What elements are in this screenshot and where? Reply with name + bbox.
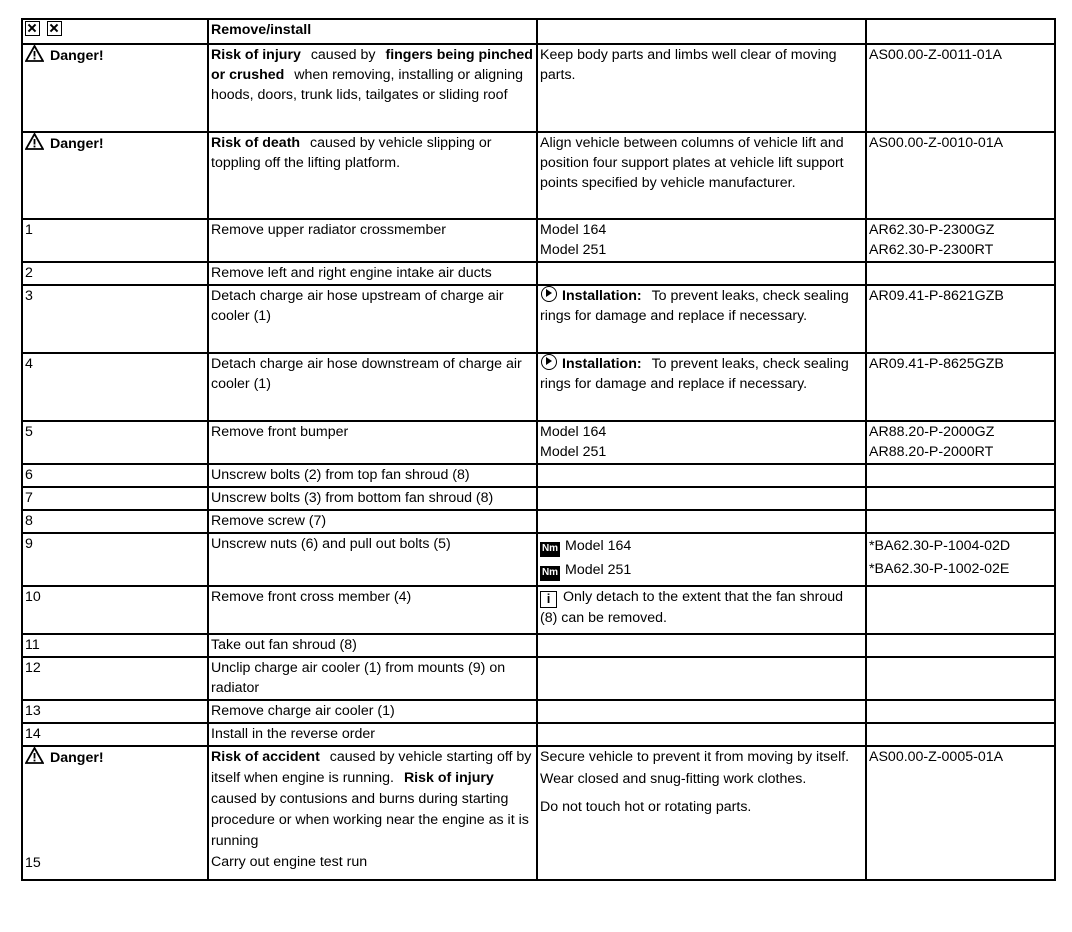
step-row-10: [22, 586, 1055, 634]
model-label: Model 164: [540, 424, 607, 440]
danger-text-cell: [208, 132, 537, 219]
step-text: Install in the reverse order: [208, 723, 537, 746]
step-note: [537, 421, 866, 464]
step-text: Remove left and right engine intake air ducts: [208, 262, 537, 285]
danger-label-cell: [22, 132, 208, 219]
step-text: Remove front cross member (4): [208, 586, 537, 634]
model-label: Model 251: [540, 444, 607, 460]
step-row-2: [22, 262, 1055, 285]
step-text: Unscrew nuts (6) and pull out bolts (5): [208, 533, 537, 586]
installation-icon: [541, 286, 557, 302]
step-row-9: [22, 533, 1055, 586]
step-row-14: [22, 723, 1055, 746]
step-text: Detach charge air hose downstream of charge air cooler (1): [208, 353, 537, 421]
step-ref: [866, 262, 1055, 285]
step-ref[interactable]: AR09.41-P-8621GZB: [866, 285, 1055, 353]
step-note: [537, 723, 866, 746]
model-label: Model 251: [540, 242, 607, 258]
step-note: [537, 464, 866, 487]
step-number: 6: [22, 464, 208, 487]
danger-label-cell: [22, 746, 208, 880]
step-row-3: [22, 285, 1055, 353]
danger-text: caused by vehicle slipping or toppling off the lifting platform.: [211, 135, 492, 171]
step-text: Detach charge air hose upstream of charge air cooler (1): [208, 285, 537, 353]
step-row-7: [22, 487, 1055, 510]
step-number: 11: [22, 634, 208, 657]
step-ref: [866, 700, 1055, 723]
step-number: 15: [25, 855, 41, 871]
danger-text-cell: [208, 44, 537, 132]
step-ref[interactable]: AR09.41-P-8625GZB: [866, 353, 1055, 421]
model-label: Model 164: [540, 222, 607, 238]
step-row-8: [22, 510, 1055, 533]
step-row-11: [22, 634, 1055, 657]
step-number: 7: [22, 487, 208, 510]
step-note: [537, 700, 866, 723]
ref-link[interactable]: AR62.30-P-2300GZ: [869, 222, 995, 238]
step-number: 12: [22, 657, 208, 700]
step-row-5: [22, 421, 1055, 464]
danger-bold: Risk of accident: [211, 749, 320, 765]
ref-link[interactable]: *BA62.30-P-1004-02D: [869, 538, 1011, 554]
step-note: [537, 746, 866, 880]
step-note: [537, 510, 866, 533]
step-ref: [866, 510, 1055, 533]
step-text: Remove front bumper: [208, 421, 537, 464]
step-ref: [866, 634, 1055, 657]
step-note: [537, 657, 866, 700]
safety-note: Wear closed and snug-fitting work clothes.: [540, 771, 807, 787]
danger-ref[interactable]: AS00.00-Z-0005-01A: [866, 746, 1055, 880]
header-row: [22, 19, 1055, 44]
step-note: [537, 353, 866, 421]
installation-icon: [541, 354, 557, 370]
danger-text: caused by contusions and burns during starting procedure or when working near the engine as it is running: [211, 791, 529, 849]
step-number: 1: [22, 219, 208, 262]
header-title: Remove/install: [208, 19, 537, 44]
step-note: [537, 262, 866, 285]
tool-icon: [25, 21, 40, 36]
ref-link[interactable]: AR88.20-P-2000RT: [869, 444, 994, 460]
warning-triangle-icon: [25, 747, 44, 764]
step-text: Remove charge air cooler (1): [208, 700, 537, 723]
danger-ref: AS00.00-Z-0010-01A: [866, 132, 1055, 219]
torque-nm-icon: Nm: [540, 566, 560, 581]
step-row-6: [22, 464, 1055, 487]
header-empty: [866, 19, 1055, 44]
step-number: 2: [22, 262, 208, 285]
danger-row: [22, 132, 1055, 219]
warning-triangle-icon: [25, 133, 44, 150]
installation-label: Installation:: [562, 356, 642, 372]
step-note: [537, 586, 866, 634]
safety-note: Secure vehicle to prevent it from moving by itself.: [540, 749, 850, 765]
danger-label: Danger!: [50, 48, 104, 64]
step-number: 8: [22, 510, 208, 533]
danger-label: Danger!: [50, 750, 104, 766]
step-number: 9: [22, 533, 208, 586]
step-number: 5: [22, 421, 208, 464]
step-text: Unscrew bolts (2) from top fan shroud (8): [208, 464, 537, 487]
danger-ref: AS00.00-Z-0011-01A: [866, 44, 1055, 132]
step-note: [537, 634, 866, 657]
step-text: Take out fan shroud (8): [208, 634, 537, 657]
danger-bold: Risk of injury: [211, 47, 301, 63]
step-ref: [866, 723, 1055, 746]
step-text: Remove upper radiator crossmember: [208, 219, 537, 262]
safety-note: Do not touch hot or rotating parts.: [540, 799, 752, 815]
step-ref: [866, 219, 1055, 262]
step-text: Remove screw (7): [208, 510, 537, 533]
step-ref: [866, 487, 1055, 510]
step-note: [537, 487, 866, 510]
danger-text-cell: [208, 746, 537, 880]
ref-link[interactable]: AR88.20-P-2000GZ: [869, 424, 995, 440]
step-number: 3: [22, 285, 208, 353]
step-ref: [866, 464, 1055, 487]
step-note: [537, 533, 866, 586]
danger-bold: Risk of injury: [403, 770, 494, 786]
step-row-1: [22, 219, 1055, 262]
danger-text: caused by vehicle starting off by itself when engine is running.: [211, 749, 532, 786]
model-label: Model 164: [565, 538, 632, 554]
installation-label: Installation:: [562, 288, 642, 304]
danger-bold: fingers being pinched or crushed: [211, 47, 533, 83]
warning-triangle-icon: [25, 45, 44, 62]
step-text: Unscrew bolts (3) from bottom fan shroud (8): [208, 487, 537, 510]
step-text: Unclip charge air cooler (1) from mounts (9) on radiator: [208, 657, 537, 700]
step-ref: [866, 421, 1055, 464]
ref-link[interactable]: AR62.30-P-2300RT: [869, 242, 994, 258]
danger-label: Danger!: [50, 136, 104, 152]
step-number: 14: [22, 723, 208, 746]
danger-label-cell: [22, 44, 208, 132]
procedure-table: [21, 18, 1056, 881]
torque-nm-icon: Nm: [540, 542, 560, 557]
tool-icon: [47, 21, 62, 36]
danger-text: when removing, installing or aligning hoods, doors, trunk lids, tailgates or sliding roof: [211, 67, 523, 103]
step-text: Carry out engine test run: [211, 854, 368, 870]
step-number: 4: [22, 353, 208, 421]
ref-link[interactable]: *BA62.30-P-1002-02E: [869, 561, 1010, 577]
step-row-12: [22, 657, 1055, 700]
danger-bold: Risk of death: [211, 135, 301, 151]
step-note: [537, 285, 866, 353]
header-icons-cell: [22, 19, 208, 44]
step-number: 10: [22, 586, 208, 634]
danger-text: caused by: [310, 47, 376, 63]
step-row-13: [22, 700, 1055, 723]
model-label: Model 251: [565, 562, 632, 578]
step-row-15: [22, 746, 1055, 880]
step-ref: [866, 586, 1055, 634]
header-empty: [537, 19, 866, 44]
installation-note: To prevent leaks, check sealing rings for damage and replace if necessary.: [540, 356, 849, 392]
installation-note: To prevent leaks, check sealing rings for damage and replace if necessary.: [540, 288, 849, 324]
step-ref: [866, 533, 1055, 586]
info-note: Only detach to the extent that the fan shroud (8) can be removed.: [540, 589, 843, 626]
step-row-4: [22, 353, 1055, 421]
step-note: [537, 219, 866, 262]
step-ref: [866, 657, 1055, 700]
danger-row: [22, 44, 1055, 132]
step-number: 13: [22, 700, 208, 723]
danger-note: Align vehicle between columns of vehicle lift and position four support plates at vehicle lift support points specified by vehicle manufacturer.: [537, 132, 866, 219]
info-icon: i: [540, 591, 557, 608]
danger-note: Keep body parts and limbs well clear of moving parts.: [537, 44, 866, 132]
